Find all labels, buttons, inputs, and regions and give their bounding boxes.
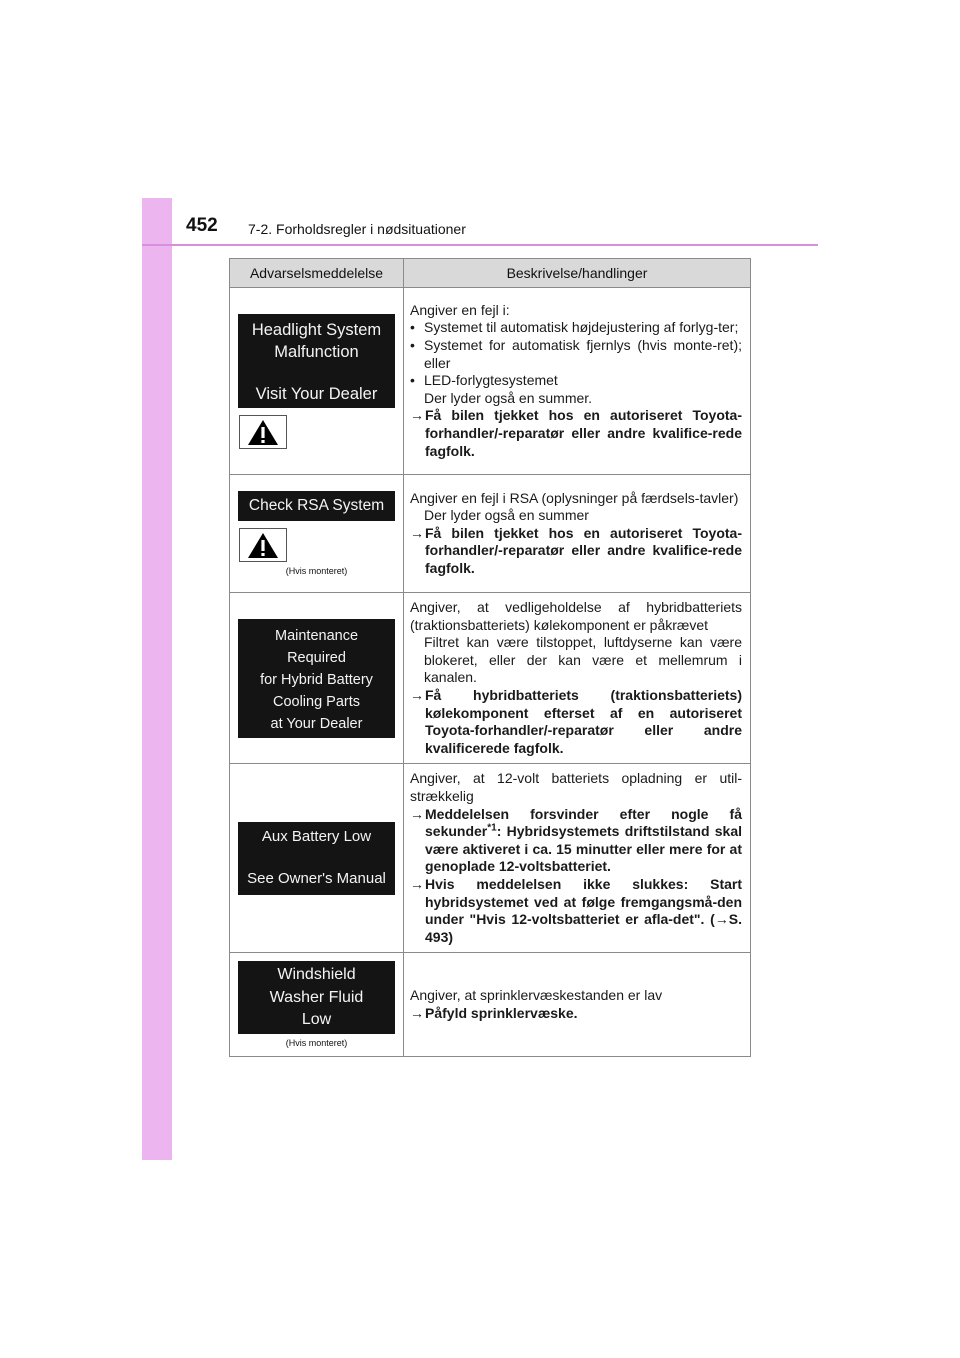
description-intro: Angiver en fejl i: xyxy=(410,301,510,318)
display-line: Aux Battery Low xyxy=(261,827,372,845)
aux-battery-low-display xyxy=(238,822,395,895)
display-line: for Hybrid Battery xyxy=(260,671,373,688)
description-intro: Angiver, at vedligeholdelse af hybridbatteriets (traktionsbatteriets) kølekomponent er påkrævet xyxy=(410,599,742,633)
arrow-icon: → xyxy=(410,1004,424,1021)
table-row xyxy=(230,475,751,593)
list-item: • Systemet for automatisk fjernlys (hvis monte-ret); eller xyxy=(410,337,742,371)
action-item: → Påfyld sprinklervæske. xyxy=(410,1004,578,1021)
equipped-note: (Hvis monteret) xyxy=(285,566,348,576)
description-cell xyxy=(404,475,751,593)
table-row xyxy=(230,953,751,1057)
warning-triangle-icon xyxy=(247,419,279,446)
washer-fluid-low-display xyxy=(238,961,395,1034)
display-line: Maintenance xyxy=(274,627,359,644)
table-row xyxy=(230,288,751,475)
display-line: Windshield xyxy=(277,966,356,984)
display-line: Required xyxy=(287,649,346,666)
description-cell xyxy=(404,288,751,475)
message-image-cell xyxy=(230,593,404,764)
action-item: → Få bilen tjekket hos en autoriseret Toyota-forhandler/-reparatør eller andre kvalifice-rede fagfolk. xyxy=(410,524,742,576)
description-cell xyxy=(404,953,751,1057)
list-item: • LED-forlygtesystemet xyxy=(410,372,558,389)
arrow-icon: → xyxy=(410,686,424,703)
chapter-title: 7-2. Forholdsregler i nødsituationer xyxy=(248,221,466,237)
equipped-note: (Hvis monteret) xyxy=(285,1038,348,1049)
display-line: Check RSA System xyxy=(248,497,385,514)
message-image-cell xyxy=(230,288,404,475)
warning-triangle-icon xyxy=(247,532,279,559)
description-note: Der lyder også en summer xyxy=(424,507,589,524)
display-line: Washer Fluid xyxy=(269,988,364,1006)
warning-light-box xyxy=(239,528,287,562)
display-line: Malfunction xyxy=(274,342,359,361)
display-line: Headlight System xyxy=(251,320,382,339)
description-intro: Angiver, at 12-volt batteriets opladning er util-strækkelig xyxy=(410,770,742,804)
table-header-row xyxy=(230,259,751,288)
description-note: Filtret kan være tilstoppet, luftdyserne kan være blokeret, eller der kan være et mellemrum i kanalen. xyxy=(424,634,742,686)
description-cell xyxy=(404,593,751,764)
display-line: at Your Dealer xyxy=(270,715,363,732)
warning-light-box xyxy=(239,415,287,449)
list-item: • Systemet til automatisk højdejustering af forlyg-ter; xyxy=(410,319,739,336)
display-line: Visit Your Dealer xyxy=(255,384,378,403)
message-image-cell xyxy=(230,764,404,953)
action-item: → Hvis meddelelsen ikke slukkes: Start hybridsystemet ved at følge fremgangsmå-den under "Hvis 12-voltsbatteriet er afla-det". (→S. 493) xyxy=(410,875,742,945)
arrow-icon: → xyxy=(410,875,424,892)
message-image-cell xyxy=(230,953,404,1057)
arrow-icon: → xyxy=(410,407,424,424)
display-line: Cooling Parts xyxy=(272,693,361,710)
display-line: Low xyxy=(301,1011,332,1029)
action-item: → Meddelelsen forsvinder efter nogle få sekunder$^{*1}$: Hybridsystemets driftstilstand skal være aktiveret i ca. 15 minutter eller mere for at genoplade 12-voltsbatteriet. xyxy=(410,805,742,875)
arrow-icon: → xyxy=(410,524,424,541)
chapter-side-band xyxy=(142,198,172,1160)
description-intro: Angiver, at sprinklervæskestanden er lav xyxy=(410,987,663,1004)
message-image-cell xyxy=(230,475,404,593)
header-rule xyxy=(142,244,818,246)
check-rsa-display xyxy=(238,491,395,521)
warning-message-table xyxy=(229,258,751,1057)
description-intro: Angiver en fejl i RSA (oplysninger på færdsels-tavler) xyxy=(410,489,739,506)
table-row xyxy=(230,764,751,953)
description-cell xyxy=(404,764,751,953)
action-item: → Få hybridbatteriets (traktionsbatteriets) kølekomponent efterset af en autoriseret Toyota-forhandler/-reparatør eller andre kvalificerede fagfolk. xyxy=(410,686,742,756)
page-number: 452 xyxy=(186,215,218,236)
column-header-description: Beskrivelse/handlinger xyxy=(404,259,751,288)
display-line: See Owner's Manual xyxy=(247,869,386,887)
headlight-system-display xyxy=(238,314,395,408)
column-header-message: Advarselsmeddelelse xyxy=(230,259,404,288)
action-item: → Få bilen tjekket hos en autoriseret Toyota-forhandler/-reparatør eller andre kvalifice-rede fagfolk. xyxy=(410,407,742,459)
arrow-icon: → xyxy=(410,805,424,822)
hybrid-battery-maintenance-display xyxy=(238,619,395,738)
table-row xyxy=(230,593,751,764)
description-note: Der lyder også en summer. xyxy=(424,389,593,406)
